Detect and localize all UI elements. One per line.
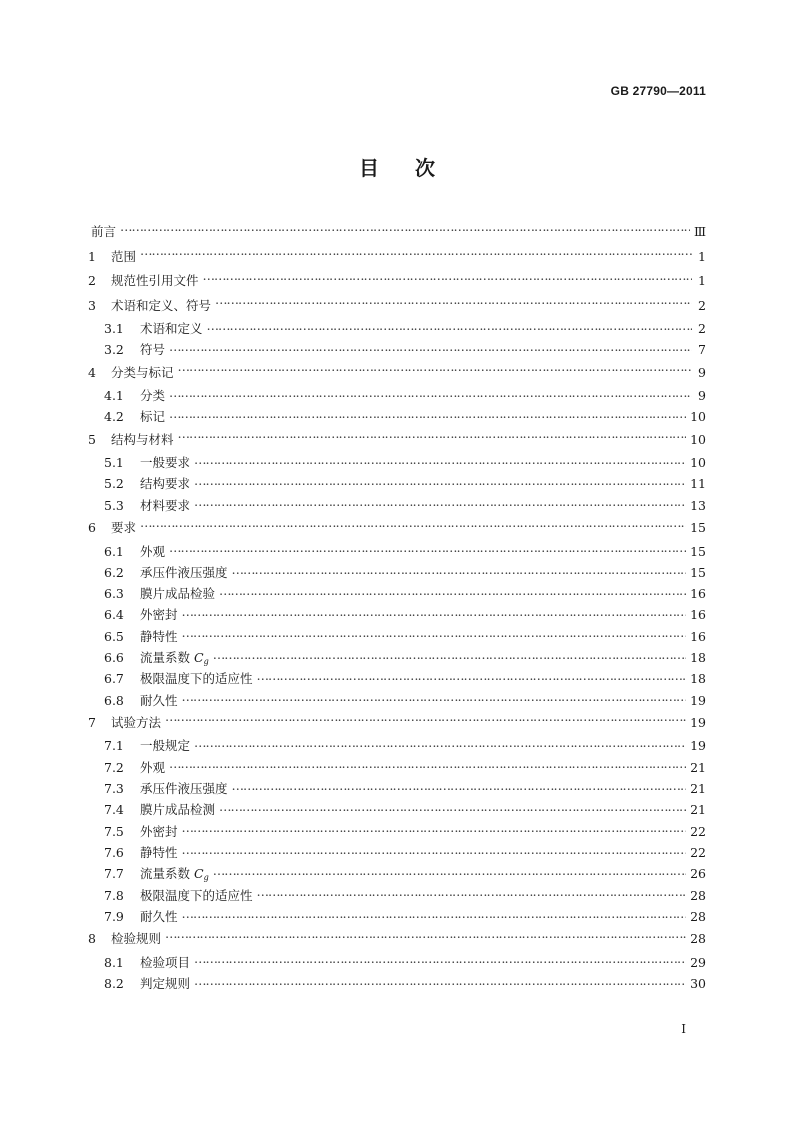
- toc-entry-number: 7.9: [104, 908, 124, 924]
- toc-entry-page: 10: [690, 409, 706, 425]
- toc-entry-page: 15: [690, 520, 706, 536]
- page-title: 目次: [359, 156, 471, 180]
- toc-entry[interactable]: [88, 269, 706, 294]
- toc-entry-page: 19: [690, 692, 706, 708]
- toc-entry-number: 8.2: [104, 975, 124, 991]
- toc-entry-page: 19: [690, 738, 706, 754]
- toc-entry-title-text: 分类: [140, 388, 166, 404]
- toc-entry-title: [111, 294, 211, 319]
- toc-entry-page: 22: [690, 844, 706, 860]
- toc-entry[interactable]: [88, 428, 706, 453]
- toc-entry-page: 26: [690, 866, 706, 882]
- toc-dot-leader: [232, 564, 687, 577]
- toc-entry[interactable]: [88, 294, 706, 319]
- toc-entry-title: [140, 541, 165, 562]
- toc-entry-title: [140, 626, 178, 647]
- toc-entry-title-text: 静特性: [140, 844, 178, 860]
- toc-entry-title: [140, 406, 165, 427]
- toc-entry-title: [140, 973, 190, 994]
- toc-entry-page: 28: [690, 887, 706, 903]
- toc-entry-title: [140, 885, 253, 906]
- toc-entry-title-text: 外密封: [140, 823, 178, 839]
- toc-entry-page: 13: [690, 497, 706, 513]
- toc-entry-page: Ⅲ: [693, 224, 706, 239]
- toc-entry-title: [140, 385, 165, 406]
- toc-entry-page: 18: [690, 650, 706, 666]
- toc-entry-symbol-subscript: g: [203, 657, 209, 667]
- toc-dot-leader: [178, 364, 692, 377]
- toc-entry-title-text: 术语和定义: [140, 321, 203, 336]
- toc-entry-title-text: 外密封: [140, 607, 178, 623]
- toc-entry-number: 6.6: [104, 650, 124, 666]
- toc-entry-title: [111, 361, 174, 386]
- toc-entry-title: [140, 735, 190, 756]
- toc-entry-number: 8: [88, 931, 96, 947]
- toc-entry-title-text: 规范性引用文件: [111, 273, 199, 288]
- toc-dot-leader: [194, 476, 686, 489]
- toc-entry-title: [140, 668, 253, 689]
- toc-entry-title-text: 耐久性: [140, 908, 178, 924]
- toc-entry[interactable]: [88, 452, 706, 473]
- toc-entry-number: 7.7: [104, 866, 124, 882]
- toc-entry-page: 28: [690, 908, 706, 924]
- toc-entry-title-text: 外观: [140, 543, 166, 559]
- toc-entry-page: 22: [690, 823, 706, 839]
- toc-entry-page: 2: [698, 297, 706, 313]
- toc-entry[interactable]: [88, 863, 706, 884]
- toc-entry-page: 1: [698, 273, 706, 288]
- toc-entry[interactable]: [88, 799, 706, 820]
- toc-entry[interactable]: [88, 385, 706, 406]
- toc-entry-number: 7.2: [104, 759, 124, 775]
- toc-dot-leader: [219, 586, 686, 599]
- toc-entry[interactable]: [88, 778, 706, 799]
- toc-entry-number: 7.6: [104, 844, 124, 860]
- toc-entry[interactable]: [88, 220, 706, 245]
- toc-entry-title-text: 极限温度下的适应性: [140, 887, 253, 903]
- toc-entry-number: 6.5: [104, 628, 124, 644]
- toc-dot-leader: [165, 931, 686, 944]
- toc-entry[interactable]: [88, 842, 706, 863]
- standard-number: GB 27790—2011: [610, 84, 706, 98]
- toc-entry[interactable]: [88, 906, 706, 927]
- toc-entry-number: 5: [88, 431, 96, 447]
- toc-entry[interactable]: [88, 583, 706, 604]
- toc-entry-title: [111, 927, 161, 952]
- toc-entry-title: [140, 690, 178, 711]
- toc-entry-title: [140, 604, 178, 625]
- toc-entry-title: [140, 778, 228, 799]
- toc-entry-page: 9: [698, 364, 706, 380]
- toc-dot-leader: [182, 628, 687, 641]
- toc-entry-page: 11: [690, 476, 706, 492]
- toc-entry[interactable]: [88, 626, 706, 647]
- toc-entry-page: 21: [690, 759, 706, 775]
- toc-entry-title-text: 要求: [111, 520, 137, 536]
- toc-entry-page: 1: [698, 248, 706, 264]
- toc-entry-page: 15: [690, 564, 706, 580]
- toc-entry-number: 7.1: [104, 738, 124, 754]
- toc-entry-number: 7: [88, 714, 96, 730]
- toc-entry-number: 7.8: [104, 887, 124, 903]
- toc-entry-title-text: 分类与标记: [111, 364, 174, 380]
- toc-dot-leader: [194, 455, 686, 468]
- toc-entry[interactable]: [88, 361, 706, 386]
- toc-entry-number: 2: [88, 273, 96, 288]
- toc-entry[interactable]: [88, 473, 706, 494]
- toc-entry-title: [111, 428, 174, 453]
- toc-entry-page: 21: [690, 802, 706, 818]
- toc-entry-title-text: 范围: [111, 248, 137, 264]
- toc-entry-page: 30: [690, 975, 706, 991]
- toc-entry-number: 5.1: [104, 455, 124, 471]
- toc-entry-page: 28: [690, 931, 706, 947]
- toc-entry-title-text: 耐久性: [140, 692, 178, 708]
- toc-dot-leader: [140, 520, 686, 533]
- toc-dot-leader: [182, 908, 687, 921]
- toc-dot-leader: [182, 692, 687, 705]
- toc-entry[interactable]: [88, 668, 706, 689]
- toc-entry[interactable]: [88, 562, 706, 583]
- toc-entry-title-text: 标记: [140, 409, 166, 425]
- toc-entry-page: 2: [698, 321, 706, 336]
- toc-entry-number: 8.1: [104, 954, 124, 970]
- toc-entry-number: 4: [88, 364, 96, 380]
- toc-dot-leader: [194, 975, 686, 988]
- toc-entry[interactable]: [88, 339, 706, 360]
- toc-dot-leader: [215, 297, 692, 310]
- toc-entry-title: [140, 562, 228, 583]
- toc-entry-title-text: 材料要求: [140, 497, 191, 513]
- toc-entry-page: 9: [698, 388, 706, 404]
- toc-entry-title: [140, 495, 190, 516]
- toc-entry-page: 16: [690, 586, 706, 602]
- toc-entry[interactable]: [88, 516, 706, 541]
- toc-entry-title: [140, 339, 165, 360]
- toc-entry-title-text: 符号: [140, 342, 166, 358]
- toc-dot-leader: [194, 738, 686, 751]
- toc-entry-number: 3.1: [104, 321, 124, 336]
- toc-entry-title-text: 试验方法: [111, 714, 162, 730]
- toc-entry-title-text: 承压件液压强度: [140, 564, 228, 580]
- toc-entry-title-text: 一般规定: [140, 738, 191, 754]
- toc-entry-number: 4.2: [104, 409, 124, 425]
- page-number: I: [681, 1022, 686, 1036]
- toc-entry[interactable]: [88, 952, 706, 973]
- toc-dot-leader: [257, 887, 687, 900]
- toc-entry-page: 16: [690, 607, 706, 623]
- toc-entry-title-text: 静特性: [140, 628, 178, 644]
- toc-entry-number: 7.4: [104, 802, 124, 818]
- toc-entry-title: [140, 799, 215, 820]
- toc-entry-number: 6.8: [104, 692, 124, 708]
- toc-entry-title-text: 术语和定义、符号: [111, 297, 212, 313]
- toc-dot-leader: [232, 781, 687, 794]
- toc-entry-title: [140, 821, 178, 842]
- toc-dot-leader: [213, 866, 686, 879]
- toc-entry-title: [91, 220, 116, 245]
- toc-entry-title-text: 检验规则: [111, 931, 162, 947]
- toc-entry[interactable]: [88, 735, 706, 756]
- toc-entry-page: 15: [690, 543, 706, 559]
- toc-entry-title: [140, 318, 203, 339]
- toc-entry-page: 10: [690, 431, 706, 447]
- toc-entry-title-text: 膜片成品检验: [140, 586, 216, 602]
- toc-entry[interactable]: [88, 541, 706, 562]
- toc-entry-title: [140, 473, 190, 494]
- toc-entry-number: 5.3: [104, 497, 124, 513]
- toc-entry-page: 21: [690, 781, 706, 797]
- toc-entry-number: 6.7: [104, 671, 124, 687]
- toc-entry[interactable]: [88, 245, 706, 270]
- toc-entry-title-text: 极限温度下的适应性: [140, 671, 253, 687]
- toc-dot-leader: [169, 342, 692, 355]
- toc-entry-number: 6: [88, 520, 96, 536]
- toc-entry-title: [140, 757, 165, 778]
- toc-entry-title: [111, 516, 136, 541]
- toc-entry[interactable]: [88, 604, 706, 625]
- toc-entry[interactable]: [88, 821, 706, 842]
- toc-entry-title-text: 检验项目: [140, 954, 191, 970]
- toc-dot-leader: [182, 607, 687, 620]
- toc-dot-leader: [213, 650, 686, 663]
- toc-entry-title: [140, 842, 178, 863]
- toc-entry[interactable]: [88, 406, 706, 427]
- toc-entry-number: 4.1: [104, 388, 124, 404]
- table-of-contents: [88, 220, 706, 994]
- toc-entry-title: [140, 906, 178, 927]
- toc-entry-number: 6.4: [104, 607, 124, 623]
- toc-entry-number: 6.1: [104, 543, 124, 559]
- toc-dot-leader: [182, 844, 687, 857]
- toc-entry[interactable]: [88, 757, 706, 778]
- toc-dot-leader: [203, 273, 692, 286]
- toc-entry-title-text: 结构与材料: [111, 431, 174, 447]
- toc-entry-title-text: 一般要求: [140, 455, 191, 471]
- toc-entry-page: 16: [690, 628, 706, 644]
- toc-entry-title: [140, 452, 190, 473]
- toc-entry-title-text: 外观: [140, 759, 166, 775]
- toc-entry-title-text: 结构要求: [140, 476, 191, 492]
- toc-entry-number: 7.3: [104, 781, 124, 797]
- toc-dot-leader: [207, 321, 692, 334]
- toc-dot-leader: [169, 759, 686, 772]
- toc-entry-symbol-subscript: g: [203, 873, 209, 883]
- toc-dot-leader: [194, 954, 686, 967]
- toc-entry-number: 1: [88, 248, 96, 264]
- toc-dot-leader: [219, 802, 686, 815]
- toc-entry[interactable]: [88, 318, 706, 339]
- toc-entry-symbol: C: [193, 650, 204, 666]
- toc-entry-title-text: 判定规则: [140, 975, 191, 991]
- toc-entry-title: [111, 269, 199, 294]
- toc-entry-page: 18: [690, 671, 706, 687]
- toc-entry-page: 10: [690, 455, 706, 471]
- toc-dot-leader: [165, 714, 686, 727]
- toc-entry[interactable]: [88, 973, 706, 994]
- toc-entry-symbol: C: [193, 866, 204, 882]
- toc-entry[interactable]: [88, 495, 706, 516]
- toc-entry-number: 3: [88, 297, 96, 313]
- toc-dot-leader: [169, 388, 692, 401]
- toc-entry[interactable]: [88, 647, 706, 668]
- toc-dot-leader: [257, 671, 687, 684]
- toc-dot-leader: [194, 497, 686, 510]
- toc-entry-number: 7.5: [104, 823, 124, 839]
- toc-dot-leader: [178, 431, 687, 444]
- toc-entry-title: [140, 583, 215, 604]
- toc-entry[interactable]: [88, 711, 706, 736]
- toc-entry-title: [140, 952, 190, 973]
- toc-entry-page: 19: [690, 714, 706, 730]
- toc-entry[interactable]: [88, 690, 706, 711]
- toc-entry-title-text: 承压件液压强度: [140, 781, 228, 797]
- toc-dot-leader: [169, 543, 686, 556]
- toc-entry-title: [111, 245, 136, 270]
- toc-entry-title-text: 膜片成品检测: [140, 802, 216, 818]
- toc-entry-number: 5.2: [104, 476, 124, 492]
- toc-entry-title-text: 流量系数: [140, 866, 194, 882]
- toc-entry-number: 3.2: [104, 342, 124, 358]
- toc-entry-number: 6.2: [104, 564, 124, 580]
- toc-dot-leader: [120, 224, 690, 237]
- toc-entry-title-text: 前言: [91, 224, 117, 239]
- toc-entry-number: 6.3: [104, 586, 124, 602]
- toc-entry-page: 29: [690, 954, 706, 970]
- toc-entry[interactable]: [88, 885, 706, 906]
- toc-entry-page: 7: [698, 342, 706, 358]
- toc-entry-title-text: 流量系数: [140, 650, 194, 666]
- toc-dot-leader: [169, 409, 686, 422]
- toc-dot-leader: [182, 823, 687, 836]
- toc-dot-leader: [140, 248, 692, 261]
- toc-entry-title: [111, 711, 161, 736]
- toc-entry[interactable]: [88, 927, 706, 952]
